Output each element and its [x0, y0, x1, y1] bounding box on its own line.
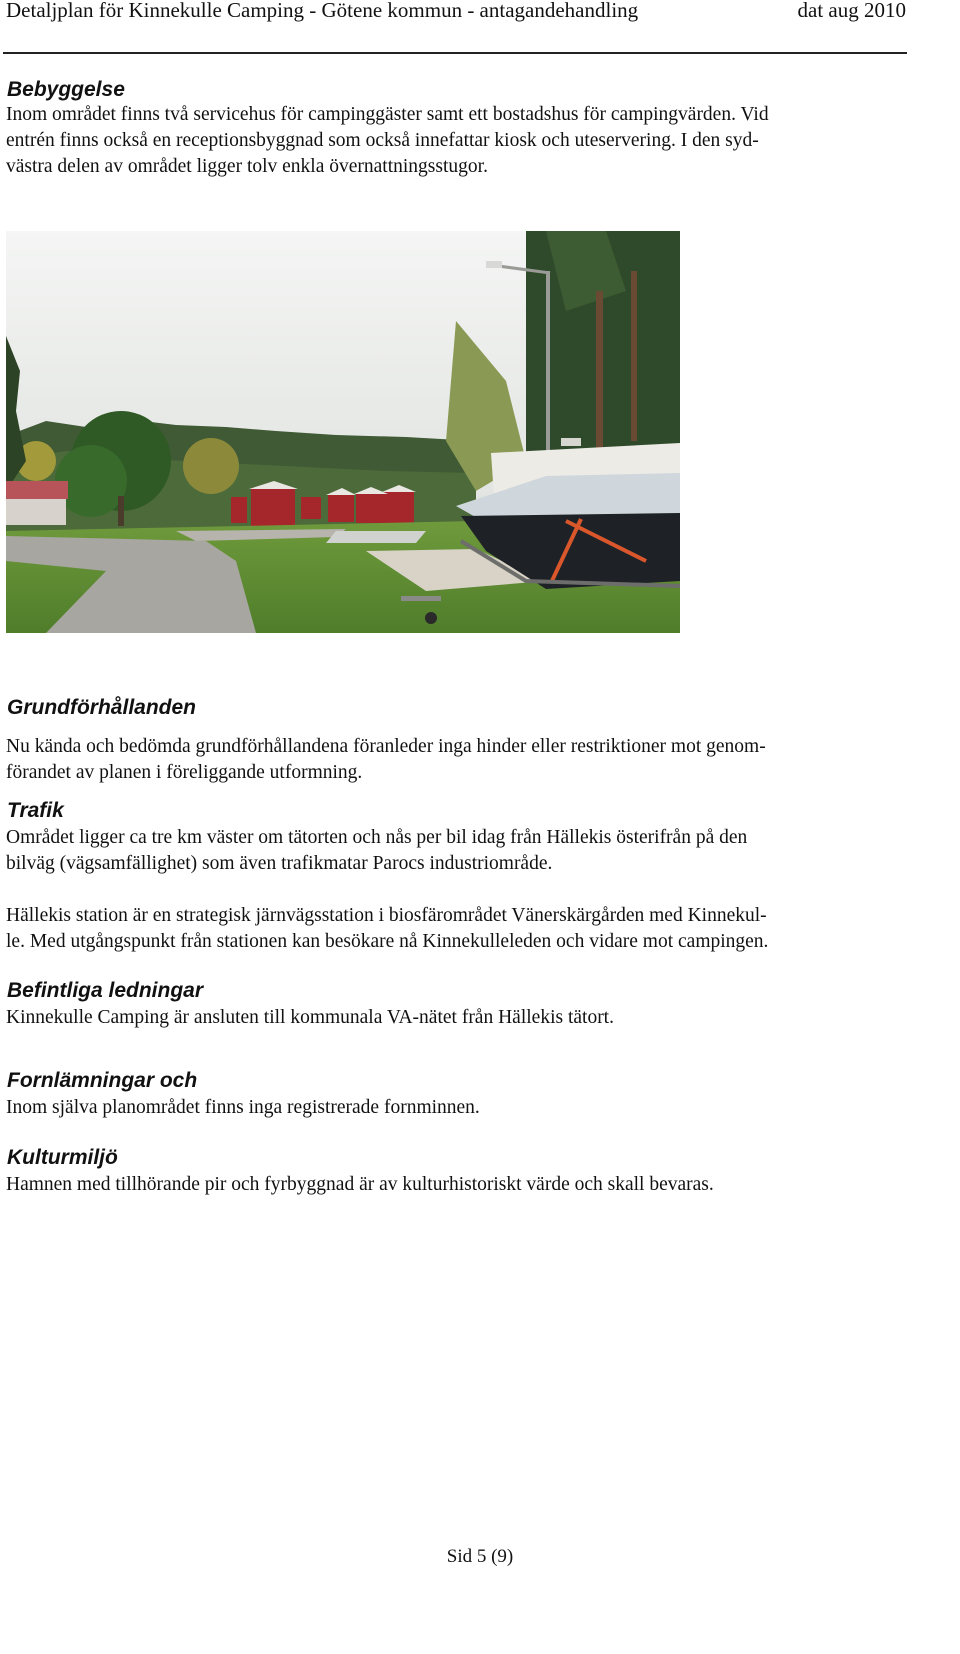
document-date: dat aug 2010	[797, 0, 906, 22]
document-title: Detaljplan för Kinnekulle Camping - Götene kommun - antagandehandling	[6, 0, 639, 22]
kulturmiljo-text: Hamnen med tillhörande pir och fyrbyggnad är av kulturhistoriskt värde och skall bevaras.	[6, 1174, 714, 1195]
page-header	[6, 0, 906, 28]
grund-line-1: Nu kända och bedömda grundförhållandena föranleder inga hinder eller restriktioner mot genom-	[6, 736, 766, 757]
grund-line-2: förandet av planen i föreliggande utformning.	[6, 762, 363, 783]
heading-grundforhallanden: Grundförhållanden	[7, 696, 196, 719]
heading-kulturmiljo: Kulturmiljö	[7, 1146, 118, 1169]
header-rule	[3, 52, 907, 54]
bebyggelse-line-1: Inom området finns två servicehus för campinggäster samt ett bostadshus för campingvärden. Vid	[6, 104, 769, 125]
heading-befintliga-ledningar: Befintliga ledningar	[7, 979, 204, 1002]
fornlamningar-text: Inom själva planområdet finns inga registrerade fornminnen.	[6, 1097, 480, 1118]
ledningar-text: Kinnekulle Camping är ansluten till kommunala VA-nätet från Hällekis tätort.	[6, 1007, 614, 1028]
trafik-p2-line-2: le. Med utgångspunkt från stationen kan besökare nå Kinnekulleleden och vidare mot campingen.	[6, 931, 769, 952]
bebyggelse-line-2: entrén finns också en receptionsbyggnad som också innefattar kiosk och uteservering. I den syd-	[6, 130, 759, 151]
heading-trafik: Trafik	[7, 799, 64, 822]
bebyggelse-line-3: västra delen av området ligger tolv enkla övernattningsstugor.	[6, 156, 488, 177]
heading-bebyggelse: Bebyggelse	[7, 78, 125, 101]
heading-fornlamningar: Fornlämningar och	[7, 1069, 198, 1092]
page-number: Sid 5 (9)	[446, 1546, 514, 1567]
trafik-p1-line-1: Området ligger ca tre km väster om tätorten och nås per bil idag från Hällekis österifrån på den	[6, 827, 748, 848]
trafik-p2-line-1: Hällekis station är en strategisk järnvägsstation i biosfärområdet Vänerskärgården med Kinnekul-	[6, 905, 767, 926]
trafik-p1-line-2: bilväg (vägsamfällighet) som även trafikmatar Parocs industriområde.	[6, 853, 553, 874]
campsite-photo	[6, 231, 680, 633]
